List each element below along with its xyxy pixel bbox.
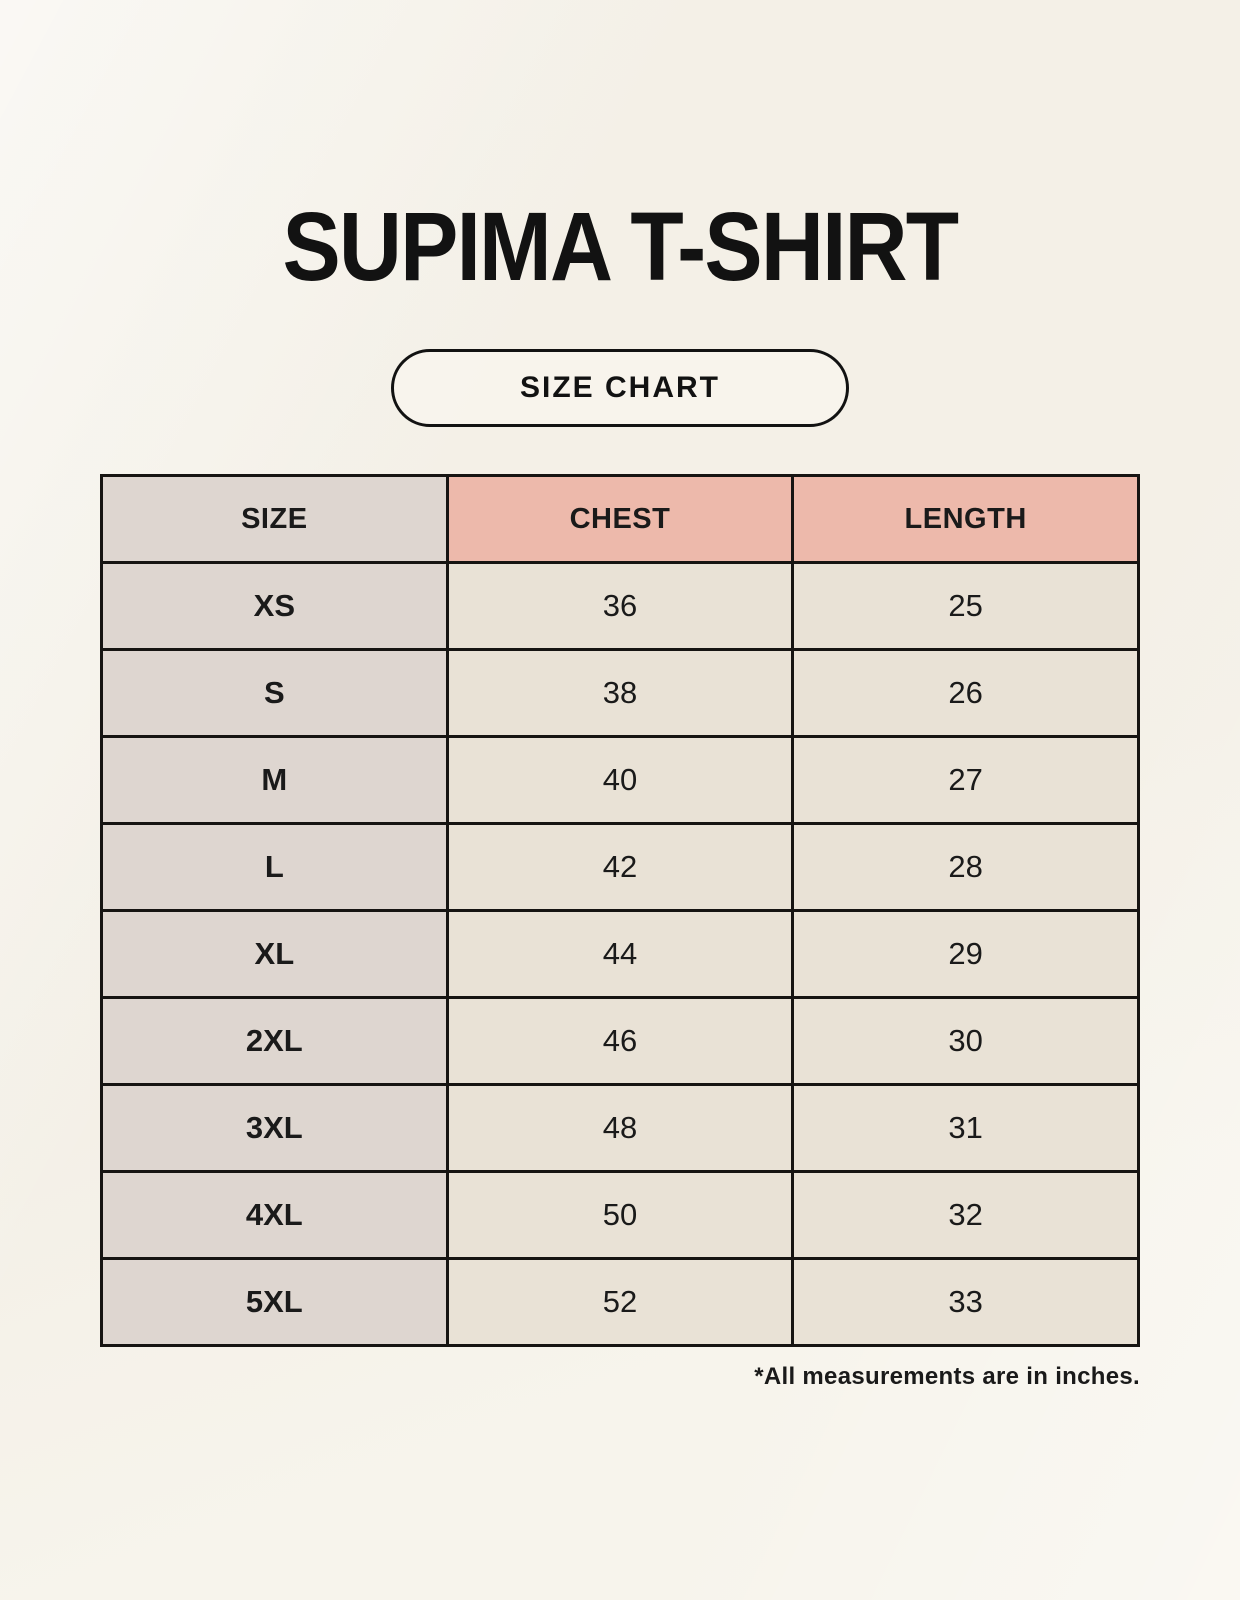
table-row [102, 1085, 1139, 1172]
chest-value-cell: 52 [447, 1259, 793, 1346]
length-value-cell: 25 [793, 563, 1139, 650]
chest-value-cell: 42 [447, 824, 793, 911]
measurements-footnote: *All measurements are in inches. [754, 1363, 1140, 1390]
size-table-body [102, 563, 1139, 1346]
table-row [102, 563, 1139, 650]
table-row [102, 824, 1139, 911]
size-label-cell: 2XL [102, 998, 448, 1085]
chest-value-cell: 44 [447, 911, 793, 998]
size-table-head [102, 476, 1139, 563]
size-label-cell: 4XL [102, 1172, 448, 1259]
length-value-cell: 29 [793, 911, 1139, 998]
size-table-container [100, 474, 1140, 1347]
column-header-size: SIZE [102, 476, 448, 563]
size-label-cell: 3XL [102, 1085, 448, 1172]
length-value-cell: 33 [793, 1259, 1139, 1346]
length-value-cell: 26 [793, 650, 1139, 737]
length-value-cell: 30 [793, 998, 1139, 1085]
size-label-cell: M [102, 737, 448, 824]
chest-value-cell: 40 [447, 737, 793, 824]
page-title: SUPIMA T-SHIRT [282, 192, 958, 301]
column-header-chest: CHEST [447, 476, 793, 563]
chest-value-cell: 50 [447, 1172, 793, 1259]
table-row [102, 737, 1139, 824]
length-value-cell: 28 [793, 824, 1139, 911]
size-table [100, 474, 1140, 1347]
length-value-cell: 31 [793, 1085, 1139, 1172]
size-label-cell: 5XL [102, 1259, 448, 1346]
table-row [102, 650, 1139, 737]
chest-value-cell: 36 [447, 563, 793, 650]
size-label-cell: L [102, 824, 448, 911]
size-label-cell: XS [102, 563, 448, 650]
chest-value-cell: 48 [447, 1085, 793, 1172]
table-row [102, 1172, 1139, 1259]
header-row [102, 476, 1139, 563]
chest-value-cell: 46 [447, 998, 793, 1085]
column-header-length: LENGTH [793, 476, 1139, 563]
length-value-cell: 27 [793, 737, 1139, 824]
table-row [102, 911, 1139, 998]
table-row [102, 998, 1139, 1085]
length-value-cell: 32 [793, 1172, 1139, 1259]
size-label-cell: S [102, 650, 448, 737]
size-chart-badge-label: SIZE CHART [520, 371, 720, 404]
size-label-cell: XL [102, 911, 448, 998]
size-chart-badge[interactable] [391, 349, 849, 427]
table-row [102, 1259, 1139, 1346]
chest-value-cell: 38 [447, 650, 793, 737]
